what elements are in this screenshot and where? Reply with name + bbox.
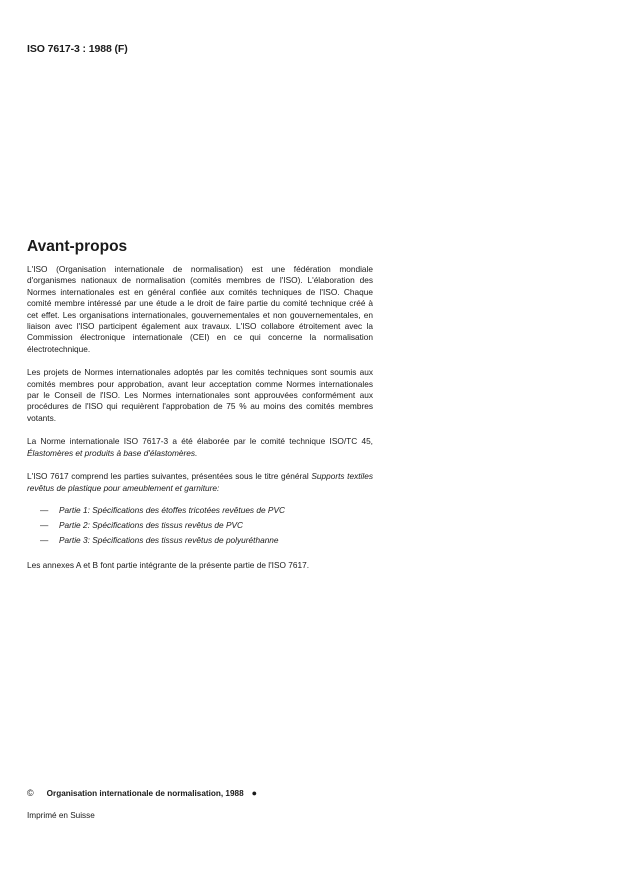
parts-list xyxy=(27,503,373,548)
section-title: Avant-propos xyxy=(27,238,128,255)
list-item xyxy=(27,518,373,533)
copyright-icon: © xyxy=(27,788,34,798)
printed-in: Imprimé en Suisse xyxy=(27,811,95,820)
list-item xyxy=(27,503,373,518)
list-item xyxy=(27,533,373,548)
paragraph-annexes: Les annexes A et B font partie intégrante de la présente partie de l'ISO 7617. xyxy=(27,559,310,570)
parts-general-title: Supports textiles revêtus de plastique pour ameublement et garniture: xyxy=(27,471,373,493)
parts-intro-text: L'ISO 7617 comprend les parties suivantes, présentées sous le titre général xyxy=(27,471,309,482)
foreword-body xyxy=(27,264,373,571)
part-label: Partie 3: Spécifications des tissus revêtus de polyuréthanne xyxy=(59,534,279,545)
dash-marker: — xyxy=(40,519,49,530)
committee-text: La Norme internationale ISO 7617-3 a été élaborée par le comité technique ISO/TC 45, xyxy=(27,436,373,447)
bullet-icon: ● xyxy=(251,788,258,798)
part-label: Partie 1: Spécifications des étoffes tricotées revêtues de PVC xyxy=(59,504,285,515)
part-label: Partie 2: Spécifications des tissus revêtus de PVC xyxy=(59,519,244,530)
dash-marker: — xyxy=(40,504,49,515)
paragraph-committee xyxy=(27,436,373,459)
paragraph-approval-process: Les projets de Normes internationales adoptés par les comités techniques sont soumis aux comités membres pour approbation, avant leur acceptation comme Normes internationales par le Conseil de l'ISO. Les Normes internationales sont approuvées conformément aux procédures de l'ISO qui requièrent l'approbation de 75 % au moins des comités membres votants. xyxy=(27,367,373,423)
paragraph-parts-intro xyxy=(27,471,373,494)
dash-marker: — xyxy=(40,534,49,545)
copyright-line xyxy=(27,788,257,798)
copyright-text: Organisation internationale de normalisation, 1988 xyxy=(46,788,244,798)
document-reference: ISO 7617-3 : 1988 (F) xyxy=(27,43,128,55)
committee-title: Élastomères et produits à base d'élastomères. xyxy=(27,447,198,458)
paragraph-iso-description: L'ISO (Organisation internationale de normalisation) est une fédération mondiale d'organismes nationaux de normalisation (comités membres de l'ISO). L'élaboration des Normes internationales est en général confiée aux comités techniques de l'ISO. Chaque comité membre intéressé par une étude a le droit de faire partie du comité technique créé à cet effet. Les organisations internationales, gouvernementales et non gouvernementales, en liaison avec l'ISO participent également aux travaux. L'ISO collabore étroitement avec la Commission électronique internationale (CEI) en ce qui concerne la normalisation électrotechnique. xyxy=(27,264,373,354)
